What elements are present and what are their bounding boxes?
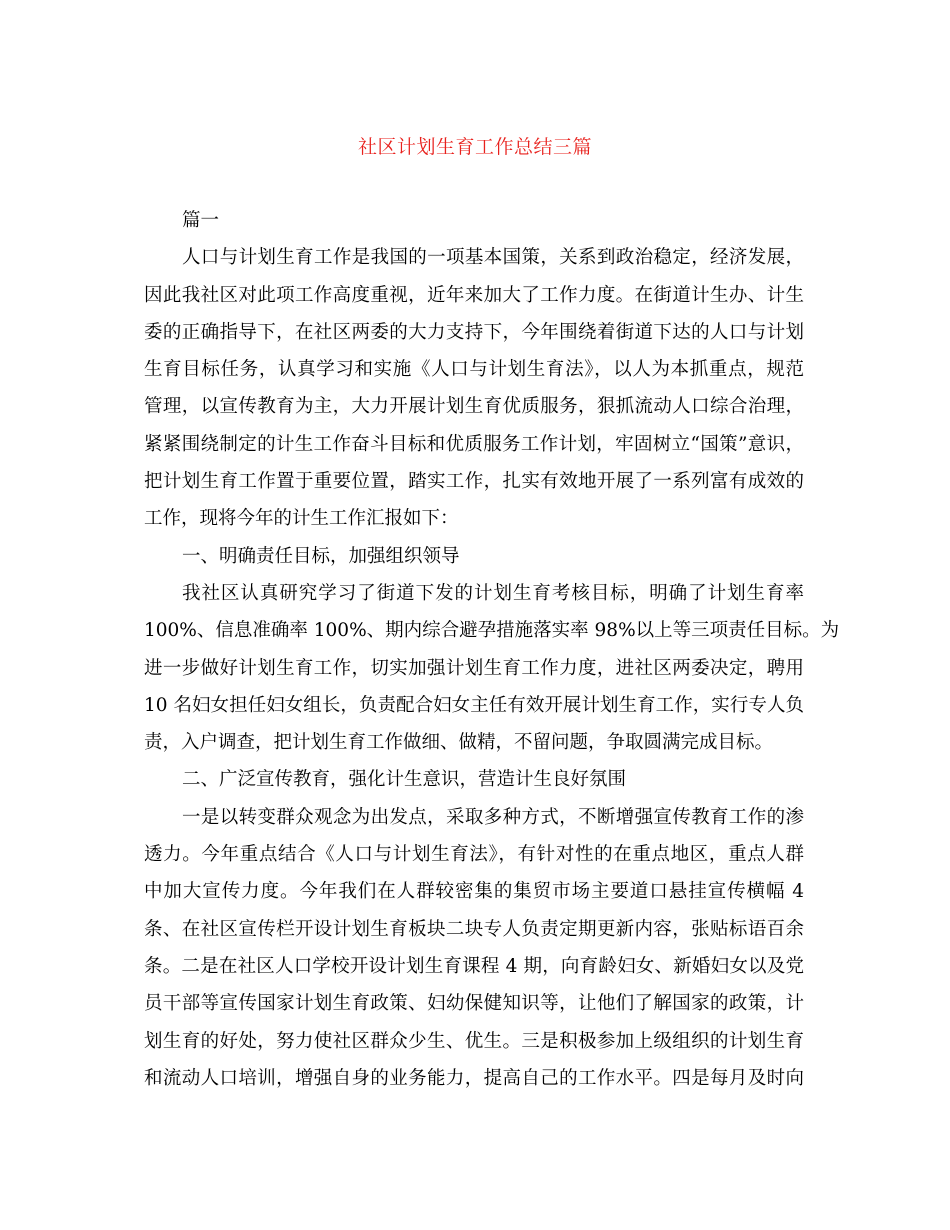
text-line: 工作，现将今年的计生工作汇报如下： — [144, 508, 459, 530]
text-line: 二、广泛宣传教育，强化计生意识，营造计生良好氛围 — [182, 769, 627, 791]
text-line: 100%、信息准确率 100%、期内综合避孕措施落实率 98%以上等三项责任目标。为 — [144, 620, 840, 642]
text-line: 透力。今年重点结合《人口与计划生育法》，有针对性的在重点地区，重点人群 — [144, 844, 804, 866]
text-line: 我社区认真研究学习了街道下发的计划生育考核目标，明确了计划生育率 — [182, 582, 804, 604]
document-body — [144, 202, 840, 1097]
text-line: 篇一 — [182, 210, 220, 231]
text-line: 员干部等宣传国家计划生育政策、妇幼保健知识等，让他们了解国家的政策，计 — [144, 993, 804, 1015]
text-line: 生育目标任务，认真学习和实施《人口与计划生育法》，以人为本抓重点，规范 — [144, 359, 804, 381]
text-line: 条、在社区宣传栏开设计划生育板块二块专人负责定期更新内容，张贴标语百余 — [144, 918, 804, 940]
text-line: 管理，以宣传教育为主，大力开展计划生育优质服务，狠抓流动人口综合治理， — [144, 396, 804, 418]
text-line: 进一步做好计划生育工作，切实加强计划生育工作力度，进社区两委决定，聘用 — [144, 657, 804, 679]
text-line: 人口与计划生育工作是我国的一项基本国策，关系到政治稳定，经济发展， — [182, 247, 804, 269]
text-line: 划生育的好处，努力使社区群众少生、优生。三是积极参加上级组织的计划生育 — [144, 1030, 804, 1052]
document-title: 社区计划生育工作总结三篇 — [357, 136, 592, 158]
text-line: 责，入户调查，把计划生育工作做细、做精，不留问题，争取圆满完成目标。 — [144, 732, 774, 754]
text-line: 10 名妇女担任妇女组长，负责配合妇女主任有效开展计划生育工作，实行专人负 — [144, 694, 804, 716]
text-line: 紧紧围绕制定的计生工作奋斗目标和优质服务工作计划，牢固树立“国策”意识， — [144, 433, 804, 455]
text-line: 因此我社区对此项工作高度重视，近年来加大了工作力度。在街道计生办、计生 — [144, 284, 804, 306]
text-line: 一是以转变群众观念为出发点，采取多种方式，不断增强宣传教育工作的渗 — [182, 806, 804, 828]
text-line: 条。二是在社区人口学校开设计划生育课程 4 期，向育龄妇女、新婚妇女以及党 — [144, 955, 804, 977]
text-line: 把计划生育工作置于重要位置，踏实工作，扎实有效地开展了一系列富有成效的 — [144, 471, 804, 493]
text-line: 一、明确责任目标，加强组织领导 — [182, 545, 460, 567]
text-line: 委的正确指导下，在社区两委的大力支持下，今年围绕着街道下达的人口与计划 — [144, 321, 804, 343]
text-line: 中加大宣传力度。今年我们在人群较密集的集贸市场主要道口悬挂宣传横幅 4 — [144, 881, 804, 903]
text-line: 和流动人口培训，增强自身的业务能力，提高自己的工作水平。四是每月及时向 — [144, 1067, 804, 1089]
